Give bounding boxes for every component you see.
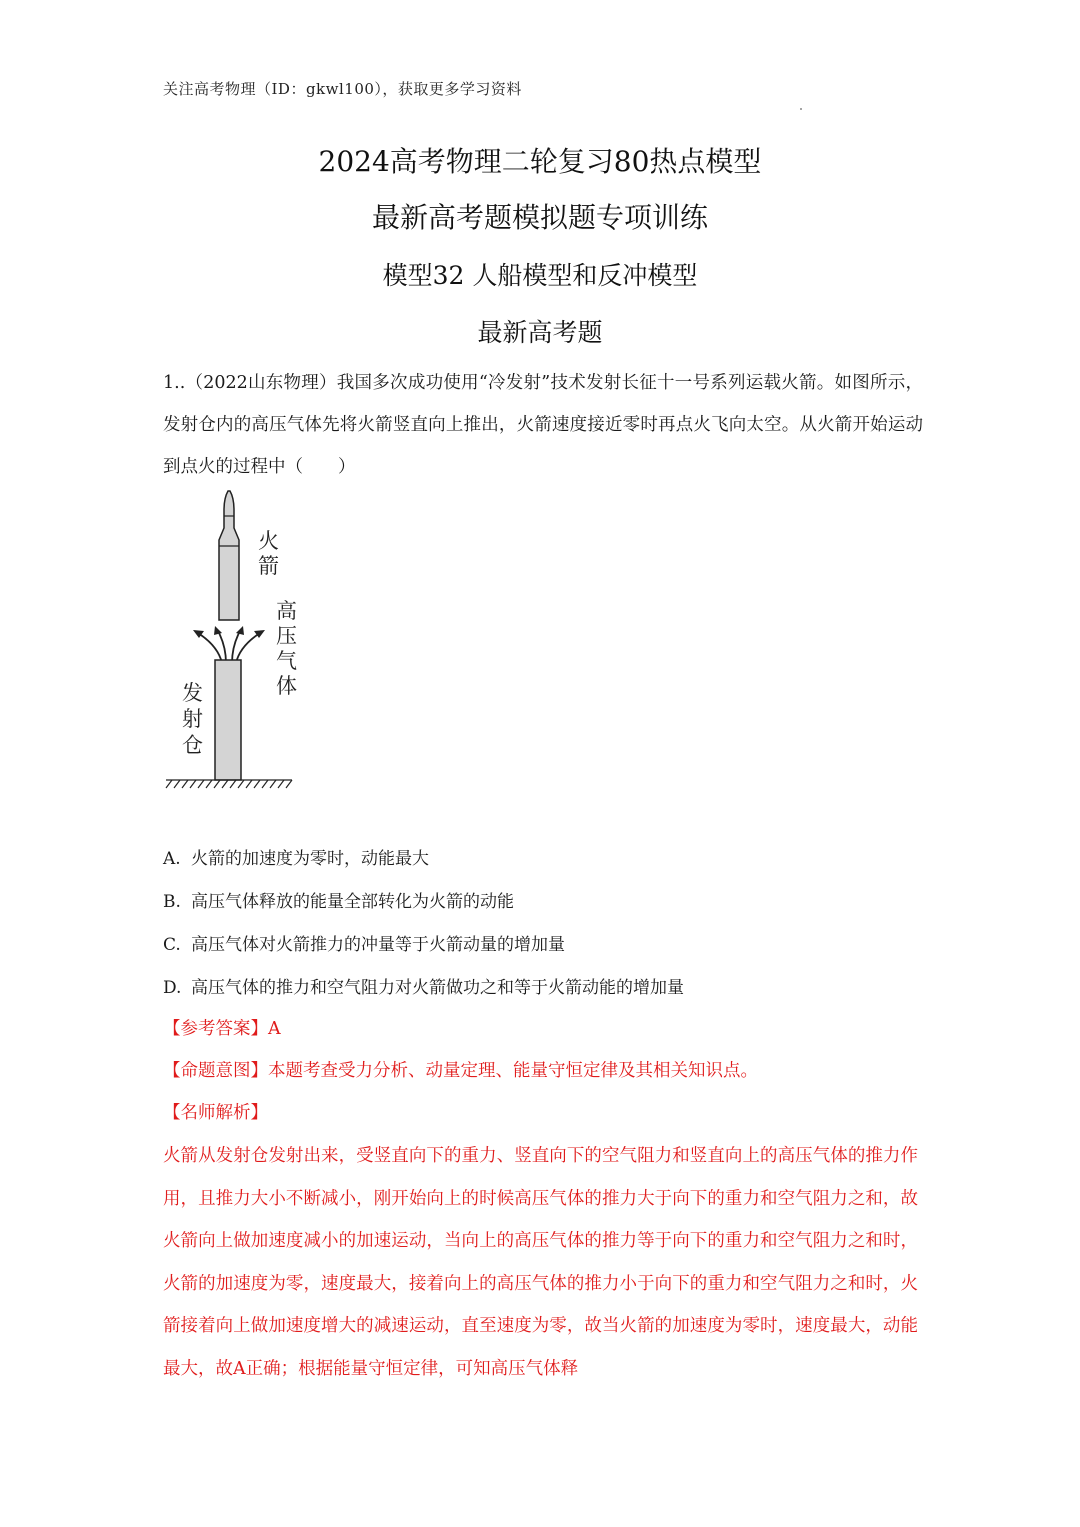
option-a <box>163 838 923 881</box>
launch-silo <box>215 660 241 780</box>
rocket-label-1: 火 <box>258 529 279 553</box>
gas-label-2: 压 <box>276 624 297 648</box>
option-letter: B. <box>163 892 181 912</box>
analysis-text: 火箭从发射仓发射出来，受竖直向下的重力、竖直向下的空气阻力和竖直向上的高压气体的推力作用，且推力大小不断减小，刚开始向上的时候高压气体的推力大于向下的重力和空气阻力之和，故火箭向上做加速度减小的加速运动，当向上的高压气体的推力等于向下的重力和空气阻力之和时，火箭的加速度为零，速度最大，接着向上的高压气体的推力小于向下的重力和空气阻力之和时，火箭接着向上做加速度增大的减速运动，直至速度为零，故当火箭的加速度为零时，速度最大，动能最大，故A正确；根据能量守恒定律，可知高压气体释 <box>163 1146 918 1379</box>
gas-label-3: 气 <box>276 649 297 673</box>
silo-label-2: 射 <box>182 707 203 731</box>
option-text: 高压气体的推力和空气阻力对火箭做功之和等于火箭动能的增加量 <box>191 978 684 998</box>
header-note: 关注高考物理（ID：gkwl100），获取更多学习资料 <box>163 80 522 98</box>
ground <box>166 780 292 788</box>
title-sub: 最新高考题模拟题专项训练 <box>371 201 708 234</box>
section-heading: 最新高考题 <box>477 318 603 347</box>
gas-arrows <box>198 631 260 663</box>
rocket-body <box>219 491 239 620</box>
question-intent: 【命题意图】本题考查受力分析、动量定理、能量守恒定律及其相关知识点。 <box>163 1061 758 1081</box>
option-letter: C. <box>163 935 181 955</box>
silo-label-3: 仓 <box>182 733 203 757</box>
gas-label-1: 高 <box>276 599 297 623</box>
silo-label-1: 发 <box>182 681 203 705</box>
rocket-label-2: 箭 <box>258 554 279 578</box>
option-text: 高压气体对火箭推力的冲量等于火箭动量的增加量 <box>191 935 565 955</box>
answer-block <box>163 1008 923 1134</box>
reference-answer: 【参考答案】A <box>163 1019 281 1039</box>
option-text: 高压气体释放的能量全部转化为火箭的动能 <box>191 892 514 912</box>
option-letter: D. <box>163 978 182 998</box>
header-dot <box>800 108 802 110</box>
gas-label-4: 体 <box>276 674 297 698</box>
option-c <box>163 924 923 967</box>
title-model: 模型32 人船模型和反冲模型 <box>382 261 698 290</box>
question-text: 1..（2022山东物理）我国多次成功使用“冷发射”技术发射长征十一号系列运载火箭。如图所示，发射仓内的高压气体先将火箭竖直向上推出，火箭速度接近零时再点火飞向太空。从火箭开始运动到点火的过程中（ ） <box>163 373 923 477</box>
option-b <box>163 881 923 924</box>
option-letter: A. <box>163 849 181 869</box>
title-main: 2024高考物理二轮复习80热点模型 <box>318 145 762 178</box>
answer-options <box>163 838 923 1010</box>
option-text: 火箭的加速度为零时，动能最大 <box>191 849 429 869</box>
rocket-launch-figure <box>160 488 310 798</box>
analysis-heading: 【名师解析】 <box>163 1103 268 1123</box>
option-d <box>163 967 923 1010</box>
